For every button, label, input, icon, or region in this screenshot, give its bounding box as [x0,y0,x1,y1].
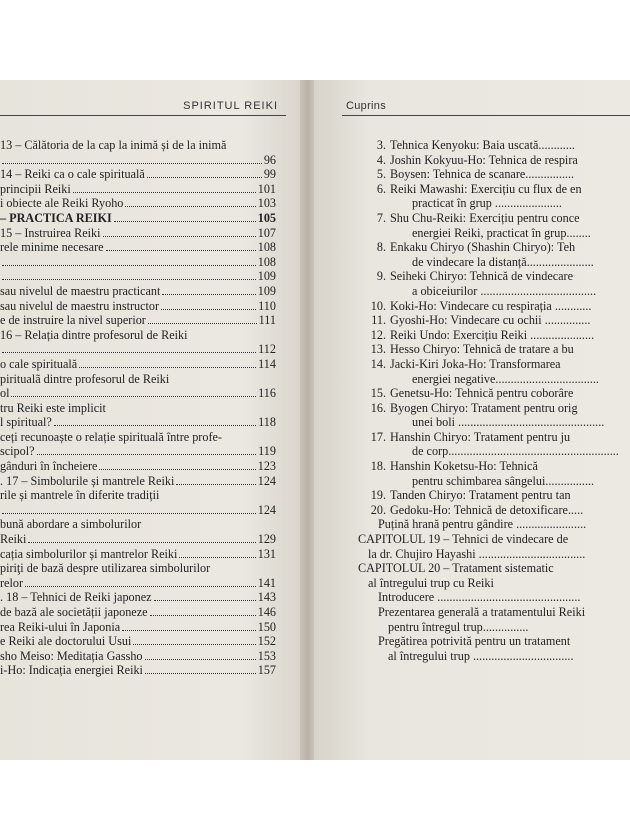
toc-item-text: Koki-Ho: Vindecare cu respirația ............ [390,298,592,313]
toc-item-number [368,444,386,459]
toc-entry [0,517,276,532]
toc-entry [0,284,276,299]
toc-item-text: Tehnica Kenyoku: Baia uscată............ [390,138,575,152]
toc-item [368,167,630,182]
toc-subsection [368,634,630,649]
dot-leader [106,250,256,251]
toc-item [368,269,630,284]
toc-entry [0,313,276,328]
toc-entry-title: . 18 – Tehnici de Reiki japonez [0,590,152,605]
toc-item-number [368,372,386,387]
toc-entry-title: scipol? [0,444,35,459]
toc-subsection [368,649,630,664]
toc-item [368,299,630,314]
toc-item-text: Hesso Chiryo: Tehnică de tratare a bu [390,342,574,357]
toc-entry-page: 111 [258,313,276,328]
toc-line: Prezentarea generală a tratamentului Reiki [378,605,586,619]
dot-leader [2,513,256,514]
dot-leader [148,323,257,324]
toc-item-text: Shu Chu-Reiki: Exercițiu pentru conce [390,210,580,225]
toc-entry-page: 108 [257,254,276,269]
running-head-left: SPIRITUL REIKI [183,100,278,112]
toc-entry-page: 150 [257,619,276,634]
toc-item [368,430,630,445]
toc-item [368,313,630,328]
toc-item-text: Hanshin Chiryo: Tratament pentru ju [390,429,571,444]
toc-item [368,196,630,211]
toc-item-text: Reiki Mawashi: Exercițiu cu flux de en [390,181,582,196]
dot-leader [145,673,256,674]
toc-item [368,328,630,343]
toc-entry [0,342,276,357]
toc-entry-page: 152 [257,634,276,649]
open-book-spread [0,80,630,760]
toc-item-text: Enkaku Chiryo (Shashin Chiryo): Teh [390,240,576,255]
toc-entry [0,255,276,270]
toc-subsection [368,620,630,635]
toc-subsection [368,605,630,620]
toc-item-number: 7. [376,210,386,225]
toc-entry-title: gânduri în încheiere [0,459,98,474]
toc-item-text: Seiheki Chiryo: Tehnică de vindecare [390,269,574,284]
left-page [0,80,302,760]
toc-item [368,488,630,503]
toc-entry [0,649,276,664]
toc-item-number: 20. [370,502,386,517]
toc-entry-page: 129 [257,532,276,547]
toc-entry-title: 15 – Instruirea Reiki [0,225,101,240]
dot-leader [25,586,256,587]
toc-item [368,255,630,270]
toc-entry [0,328,276,343]
toc-entry [0,415,276,430]
toc-entry-title: relor [0,575,24,590]
toc-item-number: 6. [376,181,386,196]
header-rule-left [0,115,286,116]
toc-item-text: Hanshin Koketsu-Ho: Tehnică [390,459,538,474]
toc-item-number: 4. [376,152,386,167]
toc-entry [0,299,276,314]
toc-item-number: 18. [370,459,386,474]
toc-entry [0,634,276,649]
toc-item-text: Gyoshi-Ho: Vindecare cu ochii ............... [390,313,591,328]
dot-leader [73,192,256,193]
toc-entry-page: 124 [257,502,276,517]
toc-item [368,386,630,401]
toc-item-number: 13. [370,342,386,357]
toc-line: CAPITOLUL 19 – Tehnici de vindecare de [358,532,569,547]
toc-item [368,372,630,387]
toc-item [368,474,630,489]
toc-entry-title: i-Ho: Indicația energiei Reiki [0,663,143,678]
toc-entry-title: tru Reiki este implicit [0,400,106,415]
toc-item [368,182,630,197]
toc-entry [0,503,276,518]
toc-item-text: pentru schimbarea sângelui................ [412,473,595,488]
dot-leader [176,484,255,485]
right-toc-list [314,138,630,663]
toc-item-number [368,415,386,430]
toc-entry [0,561,276,576]
toc-entry [0,444,276,459]
toc-item-number: 16. [370,400,386,415]
toc-item [368,226,630,241]
toc-entry-title: 16 – Relația dintre profesorul de Reiki [0,327,188,342]
toc-item-text: unei boli ................................................ [412,415,605,430]
toc-entry-page: 109 [257,283,276,298]
dot-leader [125,206,255,207]
right-page [314,80,630,760]
toc-item-text: Jacki-Kiri Joka-Ho: Transformarea [390,356,561,371]
toc-entry [0,620,276,635]
toc-entry [0,196,276,211]
toc-item-text: energiei Reiki, practicat în grup........ [412,225,591,240]
toc-item-text: Joshin Kokyuu-Ho: Tehnica de respira [390,152,578,167]
toc-entry-page: 116 [258,386,276,401]
dot-leader [133,644,255,645]
toc-item-text: de vindecare la distanță...................... [412,254,594,269]
dot-leader [162,294,255,295]
toc-subsection: Puțină hrană pentru gândire ....................... [378,517,587,532]
toc-entry-page: 110 [258,298,276,313]
dot-leader [79,367,256,368]
toc-item-number: 19. [370,488,386,503]
toc-entry-title: i obiecte ale Reiki Ryoho [0,196,124,211]
dot-leader [2,265,256,266]
toc-item [368,415,630,430]
toc-item-number: 17. [370,429,386,444]
toc-item-text: Boysen: Tehnica de scanare................ [390,167,575,182]
toc-item [368,459,630,474]
toc-entry-title: sau nivelul de maestru practicant [0,283,161,298]
toc-entry-title: 13 – Călătoria de la cap la inimă și de la inimă [0,138,227,152]
toc-entry [0,474,276,489]
toc-entry-title: l spiritual? [0,415,52,430]
dot-leader [2,163,262,164]
toc-line: al întregului trup ................................. [388,648,574,663]
toc-entry-page: 143 [257,590,276,605]
toc-item [368,153,630,168]
toc-item-number: 9. [376,269,386,284]
toc-entry-page: 153 [257,648,276,663]
toc-entry-page: 146 [257,605,276,619]
toc-entry-title: Reiki [0,532,27,547]
toc-entry-title: cația simbolurilor și mantrelor Reiki [0,546,178,561]
toc-entry-page: 131 [257,546,276,561]
toc-item-number: 15. [370,386,386,401]
dot-leader [2,352,256,353]
toc-line: al întregului trup cu Reiki [368,575,494,590]
toc-entry-page: 141 [257,575,276,590]
toc-entry-page: 112 [258,342,276,357]
toc-entry [0,590,276,605]
toc-item [368,401,630,416]
toc-item-number: 10. [370,298,386,313]
toc-item-number [368,474,386,489]
toc-entry-page: 101 [257,181,276,196]
toc-item-number: 8. [376,240,386,255]
toc-item-text: de corp........................................................ [412,444,619,459]
toc-entry-page: 99 [263,167,276,182]
toc-item [368,357,630,372]
toc-entry-title: . 17 – Simbolurile și mantrele Reiki [0,473,175,488]
toc-entry-page: 103 [257,196,276,211]
toc-item-text: energiei negative.................................. [412,371,599,386]
dot-leader [147,177,262,178]
toc-entry [0,401,276,416]
toc-entry-title: rea Reiki-ului în Japonia [0,619,121,634]
dot-leader [28,542,255,543]
toc-entry [0,459,276,474]
toc-entry-page: 124 [257,473,276,488]
toc-item-number: 5. [376,167,386,182]
toc-line: CAPITOLUL 20 – Tratament sistematic [358,561,554,576]
header-rule-right [342,115,630,116]
toc-item [368,211,630,226]
toc-entry-title: rele minime necesare [0,240,104,255]
toc-entry [0,532,276,547]
toc-entry [0,153,276,168]
toc-entry [0,605,276,620]
toc-entry [0,240,276,255]
toc-item-number [368,196,386,211]
toc-entry-page: 119 [258,444,276,459]
toc-entry-title: piriţi de bază despre utilizarea simbolurilor [0,561,211,576]
toc-entry-page: 105 [257,210,276,225]
toc-item-number [368,284,386,299]
toc-entry-title: piritualã dintre profesorul de Reiki [0,371,170,386]
toc-item [368,138,630,153]
toc-entry-title: rile și mantrele în diferite tradiții [0,488,160,503]
left-toc-list [0,138,276,678]
dot-leader [103,236,256,237]
toc-entry [0,576,276,591]
toc-entry [0,182,276,197]
dot-leader [150,615,256,616]
toc-entry-title: principii Reiki [0,181,71,196]
toc-entry [0,547,276,562]
toc-entry-title: bună abordare a simbolurilor [0,517,142,532]
toc-entry-title: de bază ale societății japoneze [0,605,148,619]
toc-entry-title: ceți recunoaște o relație spirituală între profe- [0,429,222,444]
toc-entry-page: 107 [257,225,276,240]
toc-line: Pregătirea potrivită pentru un tratament [378,634,571,649]
running-head-right: Cuprins [346,100,387,112]
toc-entry-page: 157 [257,663,276,678]
toc-item-text: Genetsu-Ho: Tehnică pentru coborâre [390,386,574,401]
dot-leader [114,221,256,222]
toc-entry-title: – PRACTICA REIKI [0,210,112,225]
toc-item-number: 12. [370,327,386,342]
toc-item-number: 11. [371,313,386,328]
toc-entry [0,488,276,503]
dot-leader [37,454,257,455]
toc-chapter-heading [358,547,630,562]
dot-leader [161,309,256,310]
toc-entry-page: 118 [258,415,276,430]
dot-leader [2,279,256,280]
toc-item-number: 14. [370,356,386,371]
dot-leader [54,425,256,426]
toc-item [368,503,630,518]
toc-item-text: Byogen Chiryo: Tratament pentru orig [390,400,578,415]
toc-entry [0,372,276,387]
dot-leader [122,630,256,631]
toc-item-text: Tanden Chiryo: Tratament pentru tan [390,488,571,503]
toc-entry-title: sho Meiso: Meditația Gassho [0,648,143,663]
toc-entry-title: 14 – Reiki ca o cale spirituală [0,167,145,182]
toc-item-number [368,226,386,241]
toc-chapter-heading [358,532,630,547]
toc-entry-page: 96 [263,152,276,167]
toc-entry-title: e Reiki ale doctorului Usui [0,634,132,649]
toc-subsection: Introducere ............................................... [378,590,581,605]
toc-entry [0,167,276,182]
toc-entry [0,226,276,241]
toc-entry [0,357,276,372]
toc-entry [0,663,276,678]
toc-entry-title: sau nivelul de maestru instructor [0,298,160,313]
toc-line: pentru întregul trup............... [388,619,529,634]
toc-entry [0,269,276,284]
dot-leader [11,396,256,397]
dot-leader [154,600,256,601]
toc-item-text: Reiki Undo: Exercițiu Reiki ..................... [390,327,595,342]
dot-leader [99,469,255,470]
toc-entry-title: e de instruire la nivel superior [0,313,146,328]
toc-chapter-heading [358,576,630,591]
toc-item [368,240,630,255]
toc-item-text: Gedoku-Ho: Tehnică de detoxificare..... [390,502,584,517]
toc-entry-page: 108 [257,240,276,255]
toc-entry [0,386,276,401]
toc-entry [0,138,276,153]
toc-entry [0,430,276,445]
dot-leader [179,557,255,558]
dot-leader [145,659,256,660]
toc-item-number: 3. [376,138,386,152]
toc-item [368,284,630,299]
toc-item [368,342,630,357]
toc-line: la dr. Chujiro Hayashi ................................... [368,546,586,561]
toc-chapter-heading [358,561,630,576]
toc-entry-page: 114 [258,356,276,371]
toc-entry-page: 109 [257,269,276,284]
toc-entry [0,211,276,226]
toc-item [368,444,630,459]
toc-item-number [368,255,386,270]
toc-item-text: practicat în grup ...................... [412,196,562,211]
toc-entry-title: ol [0,386,10,401]
toc-entry-page: 123 [257,459,276,474]
toc-entry-title: o cale spirituală [0,356,78,371]
toc-item-text: a obiceiurilor ...................................... [412,283,597,298]
